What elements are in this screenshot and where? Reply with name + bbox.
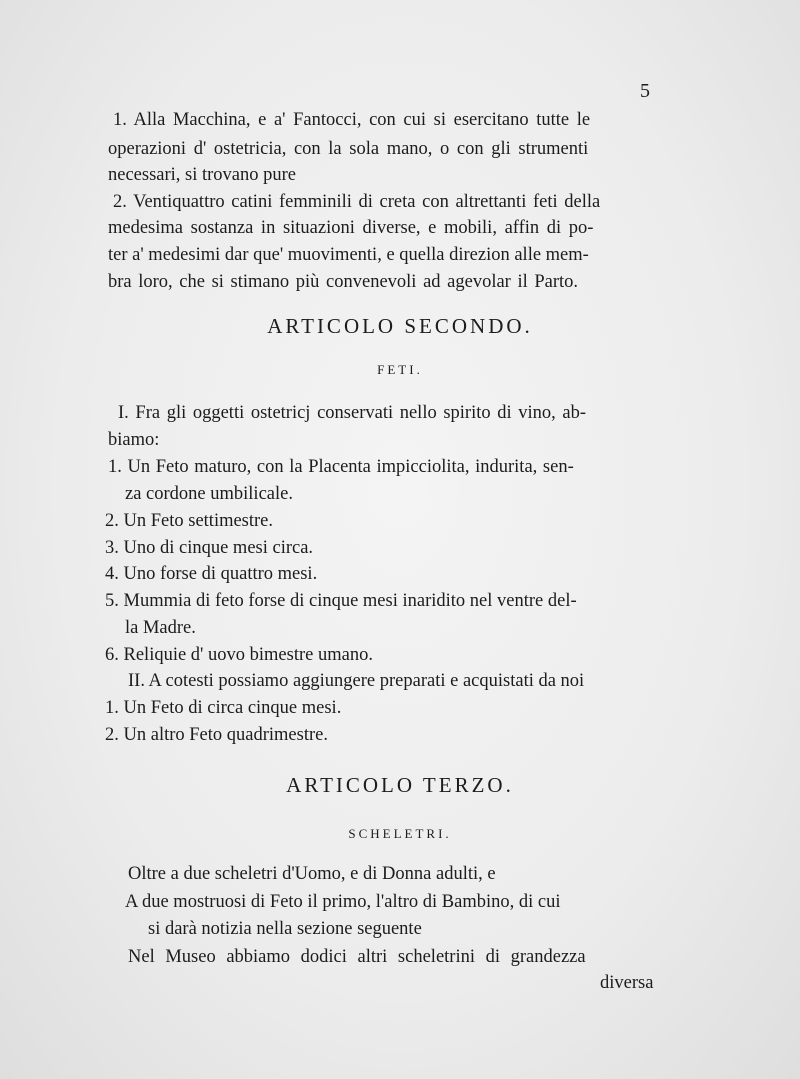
text-line: A due mostruosi di Feto il primo, l'altro di Bambino, di cui — [125, 892, 561, 912]
text-line: za cordone umbilicale. — [125, 484, 293, 504]
text-line: 1. Un Feto maturo, con la Placenta impicciolita, indurita, sen- — [108, 457, 574, 477]
text-line: II. A cotesti possiamo aggiungere preparati e acquistati da noi — [128, 671, 585, 691]
text-line: 2. Un altro Feto quadrimestre. — [105, 725, 328, 745]
text-line: 4. Uno forse di quattro mesi. — [105, 564, 318, 584]
text-line: 1. Alla Macchina, e a' Fantocci, con cui si esercitano tutte le — [113, 110, 591, 130]
page-number: 5 — [640, 80, 650, 102]
text-line: 6. Reliquie d' uovo bimestre umano. — [105, 645, 373, 665]
text-line-end: diversa — [600, 973, 654, 993]
article-two-title: ARTICOLO SECONDO. — [267, 314, 533, 338]
article-three-title: ARTICOLO TERZO. — [286, 773, 514, 797]
text-line: la Madre. — [125, 618, 196, 638]
text-line: operazioni d' ostetricia, con la sola mano, o con gli strumenti — [108, 139, 589, 159]
text-line: 1. Un Feto di circa cinque mesi. — [105, 698, 342, 718]
text-line: si darà notizia nella sezione seguente — [148, 919, 422, 939]
text-line: 2. Un Feto settimestre. — [105, 511, 274, 531]
text-line: biamo: — [108, 430, 160, 450]
text-line: I. Fra gli oggetti ostetricj conservati nello spirito di vino, ab- — [118, 403, 587, 423]
article-three-subtitle: SCHELETRI. — [348, 826, 452, 841]
text-line: 5. Mummia di feto forse di cinque mesi inaridito nel ventre del- — [105, 591, 577, 611]
text-line: bra loro, che si stimano più convenevoli ad agevolar il Parto. — [108, 272, 579, 292]
text-line: necessari, si trovano pure — [108, 165, 297, 185]
text-line: ter a' medesimi dar que' muovimenti, e quella direzion alle mem- — [108, 245, 589, 265]
text-line: Oltre a due scheletri d'Uomo, e di Donna adulti, e — [128, 864, 496, 884]
text-line: Nel Museo abbiamo dodici altri scheletrini di grandezza — [128, 947, 586, 967]
text-line: medesima sostanza in situazioni diverse, e mobili, affin di po- — [108, 218, 594, 238]
text-line: 2. Ventiquattro catini femminili di creta con altrettanti feti della — [113, 192, 601, 212]
text-line: 3. Uno di cinque mesi circa. — [105, 538, 314, 558]
article-two-subtitle: FETI. — [377, 362, 423, 377]
